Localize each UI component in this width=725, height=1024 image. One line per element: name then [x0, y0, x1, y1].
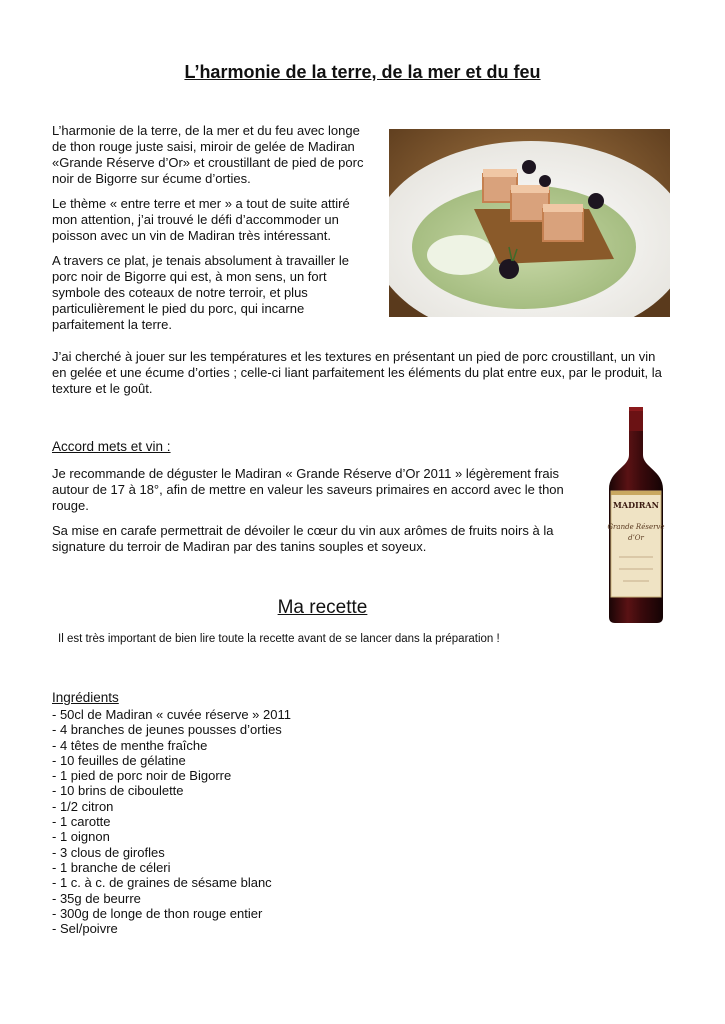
intro-column [52, 123, 377, 333]
recipe-title: Ma recette [277, 597, 368, 618]
wine-bottle-illustration [605, 405, 667, 625]
ingredient-item: - 3 clous de girofles [52, 844, 165, 860]
wine-bottle-image [605, 405, 667, 625]
intro-paragraph-4: J’ai cherché à jouer sur les températures et les textures en présentant un pied de porc croustillant, un vin en gelée et une écume d’orties ; celle-ci liant parfaitement les éléments du plat entre eux, par le produit, la texture et le goût. [52, 349, 662, 396]
ingredient-item: - 4 branches de jeunes pousses d’orties [52, 722, 282, 738]
intro-paragraph-3: A travers ce plat, je tenais absolument à travailler le porc noir de Bigorre qui est, à mon sens, un fort symbole des coteaux de notre terroir, et plus particulièrement le pied du porc, qui incarne parfaitement la terre. [52, 253, 349, 332]
intro-paragraph-2: Le thème « entre terre et mer » a tout de suite attiré mon attention, j’ai trouvé le défi d’accommoder un poisson avec un vin de Madiran très intéressant. [52, 196, 350, 243]
ingredient-item: - 1 c. à c. de graines de sésame blanc [52, 875, 272, 891]
ingredients-list [52, 707, 452, 936]
page-title: L’harmonie de la terre, de la mer et du feu [184, 62, 541, 82]
pairing-paragraph-2: Sa mise en carafe permettrait de dévoiler le cœur du vin aux arômes de fruits noirs à la signature du terroir de Madiran par des tanins souples et soyeux. [52, 523, 554, 554]
ingredient-item: - 35g de beurre [52, 890, 141, 906]
pairing-body [52, 466, 588, 555]
recipe-note: Il est très important de bien lire toute la recette avant de se lancer dans la préparation ! [58, 633, 500, 645]
ingredient-item: - 4 têtes de menthe fraîche [52, 737, 208, 753]
ingredient-item: - 1 carotte [52, 814, 111, 830]
ingredient-item: - 1/2 citron [52, 798, 114, 814]
ingredient-item: - 10 feuilles de gélatine [52, 752, 186, 768]
dish-photo [389, 129, 670, 317]
ingredient-item: - 10 brins de ciboulette [52, 783, 184, 799]
ingredient-item: - 1 pied de porc noir de Bigorre [52, 768, 232, 784]
ingredient-item: - 300g de longe de thon rouge entier [52, 905, 263, 921]
bottle-cuvee-line-2: d’Or [628, 534, 644, 542]
ingredient-item: - 1 branche de céleri [52, 859, 171, 875]
bottle-cuvee-line-1: Grande Réserve [607, 523, 665, 531]
ingredient-item: - 50cl de Madiran « cuvée réserve » 2011 [52, 707, 291, 722]
ingredients-heading: Ingrédients [52, 690, 119, 705]
ingredient-item: - Sel/poivre [52, 921, 118, 937]
bottle-brand-text: MADIRAN [613, 500, 659, 510]
dish-illustration [389, 129, 670, 317]
ingredient-item: - 1 oignon [52, 829, 110, 845]
intro-paragraph-1: L’harmonie de la terre, de la mer et du feu avec longe de thon rouge juste saisi, miroir de gelée de Madiran «Grande Réserve d’Or» et croustillant de pied de porc noir de Bigorre sur écume d’orties. [52, 123, 364, 186]
pairing-paragraph-1: Je recommande de déguster le Madiran « Grande Réserve d’Or 2011 » légèrement frais autour de 17 à 18°, afin de mettre en valeur les saveurs primaires en accord avec le thon rouge. [52, 466, 564, 513]
pairing-heading: Accord mets et vin : [52, 439, 171, 454]
